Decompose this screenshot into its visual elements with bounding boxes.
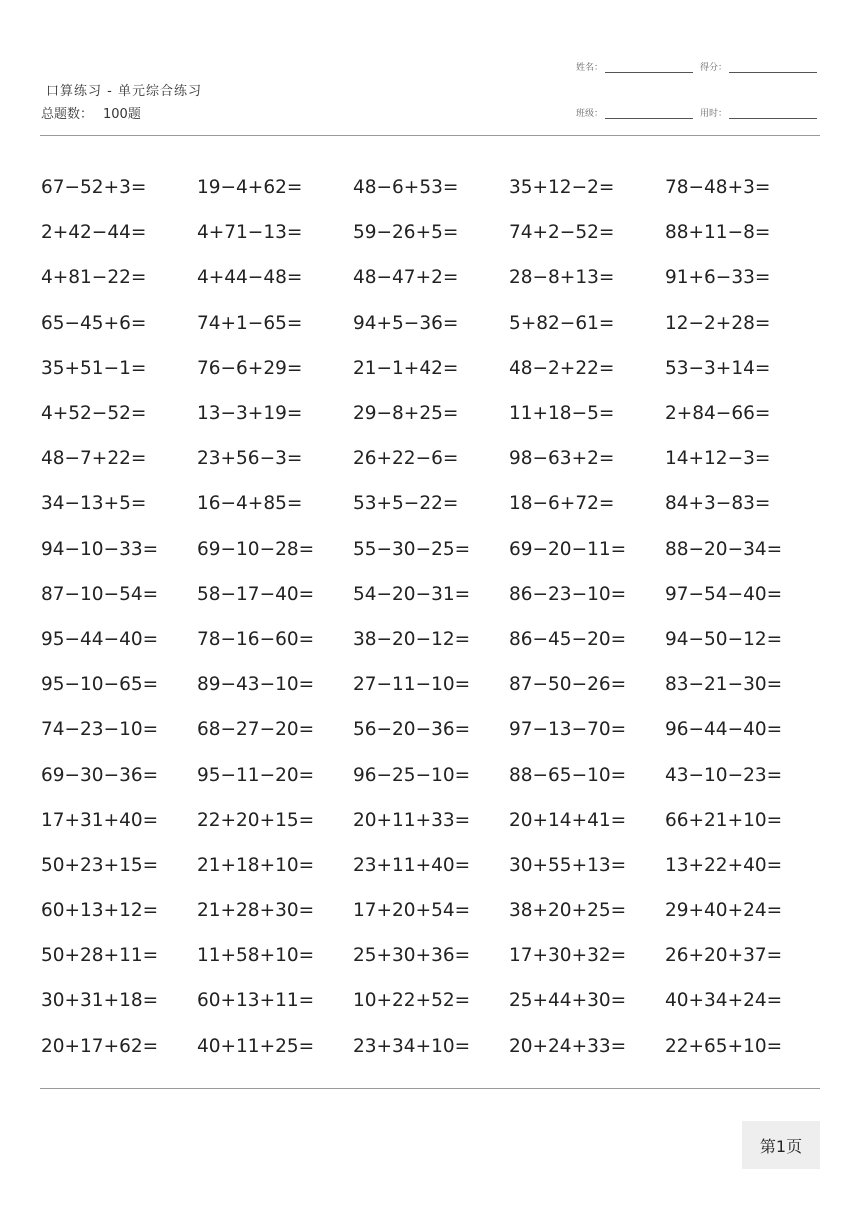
problem-item: 20+11+33= <box>353 809 471 831</box>
problem-row <box>41 617 821 662</box>
problem-item: 27−11−10= <box>353 674 471 696</box>
problem-item: 60+13+11= <box>197 990 315 1012</box>
problem-item: 87−50−26= <box>509 674 627 696</box>
problem-item: 30+55+13= <box>509 854 627 876</box>
problem-item: 38−20−12= <box>353 628 471 650</box>
problem-item: 66+21+10= <box>665 809 783 831</box>
problem-item: 40+34+24= <box>665 990 783 1012</box>
problem-item: 21+28+30= <box>197 900 315 922</box>
problem-item: 98−63+2= <box>509 448 615 470</box>
problem-item: 23+11+40= <box>353 854 471 876</box>
problem-item: 30+31+18= <box>41 990 159 1012</box>
problem-item: 48−2+22= <box>509 357 615 379</box>
problem-row <box>41 165 821 210</box>
problem-item: 69−20−11= <box>509 538 627 560</box>
problem-item: 67−52+3= <box>41 177 147 199</box>
problem-item: 50+23+15= <box>41 854 159 876</box>
problem-item: 53−3+14= <box>665 357 771 379</box>
problem-item: 84+3−83= <box>665 493 771 515</box>
problem-item: 38+20+25= <box>509 900 627 922</box>
problem-item: 11+58+10= <box>197 945 315 967</box>
problem-row <box>41 1024 821 1069</box>
problem-item: 4+52−52= <box>41 403 147 425</box>
problem-row <box>41 752 821 797</box>
problem-item: 10+22+52= <box>353 990 471 1012</box>
problem-item: 26+22−6= <box>353 448 459 470</box>
total-count-label: 总题数： <box>41 107 94 122</box>
problem-item: 14+12−3= <box>665 448 771 470</box>
problem-item: 69−10−28= <box>197 538 315 560</box>
problem-item: 56−20−36= <box>353 719 471 741</box>
class-label: 班级： <box>576 109 604 119</box>
score-label: 得分： <box>700 63 728 73</box>
problem-item: 17+31+40= <box>41 809 159 831</box>
problem-item: 21+18+10= <box>197 854 315 876</box>
problem-item: 96−25−10= <box>353 764 471 786</box>
problem-row <box>41 391 821 436</box>
problem-item: 86−45−20= <box>509 628 627 650</box>
problem-grid <box>41 165 821 1069</box>
page-indicator: 第1页 <box>742 1121 820 1169</box>
problem-item: 29−8+25= <box>353 403 459 425</box>
problem-item: 54−20−31= <box>353 583 471 605</box>
name-field[interactable] <box>576 60 693 73</box>
problem-item: 43−10−23= <box>665 764 783 786</box>
problem-item: 95−44−40= <box>41 628 159 650</box>
problem-item: 50+28+11= <box>41 945 159 967</box>
problem-item: 58−17−40= <box>197 583 315 605</box>
problem-item: 16−4+85= <box>197 493 303 515</box>
time-label: 用时： <box>700 109 728 119</box>
problem-row <box>41 436 821 481</box>
problem-item: 48−47+2= <box>353 267 459 289</box>
problem-row <box>41 301 821 346</box>
problem-item: 12−2+28= <box>665 312 771 334</box>
problem-item: 97−13−70= <box>509 719 627 741</box>
problem-item: 59−26+5= <box>353 222 459 244</box>
problem-item: 25+30+36= <box>353 945 471 967</box>
problem-item: 25+44+30= <box>509 990 627 1012</box>
problem-item: 97−54−40= <box>665 583 783 605</box>
class-field[interactable] <box>576 106 693 119</box>
problem-item: 29+40+24= <box>665 900 783 922</box>
problem-item: 94−50−12= <box>665 628 783 650</box>
problem-item: 94−10−33= <box>41 538 159 560</box>
problem-item: 48−7+22= <box>41 448 147 470</box>
problem-item: 88+11−8= <box>665 222 771 244</box>
problem-item: 5+82−61= <box>509 312 615 334</box>
problem-item: 4+81−22= <box>41 267 147 289</box>
problem-item: 11+18−5= <box>509 403 615 425</box>
problem-item: 35+12−2= <box>509 177 615 199</box>
problem-item: 34−13+5= <box>41 493 147 515</box>
time-blank[interactable] <box>729 108 817 119</box>
problem-item: 68−27−20= <box>197 719 315 741</box>
problem-item: 69−30−36= <box>41 764 159 786</box>
problem-item: 60+13+12= <box>41 900 159 922</box>
problem-item: 20+14+41= <box>509 809 627 831</box>
problem-row <box>41 843 821 888</box>
problem-row <box>41 933 821 978</box>
problem-item: 76−6+29= <box>197 357 303 379</box>
problem-row <box>41 346 821 391</box>
problem-item: 22+20+15= <box>197 809 315 831</box>
footer-divider <box>40 1088 820 1089</box>
problem-item: 94+5−36= <box>353 312 459 334</box>
total-count-value: 100题 <box>103 107 141 122</box>
name-label: 姓名： <box>576 63 604 73</box>
problem-item: 18−6+72= <box>509 493 615 515</box>
problem-row <box>41 210 821 255</box>
problem-item: 74−23−10= <box>41 719 159 741</box>
problem-item: 19−4+62= <box>197 177 303 199</box>
problem-item: 95−10−65= <box>41 674 159 696</box>
problem-item: 78−48+3= <box>665 177 771 199</box>
problem-item: 2+42−44= <box>41 222 147 244</box>
problem-row <box>41 572 821 617</box>
problem-row <box>41 481 821 526</box>
problem-item: 95−11−20= <box>197 764 315 786</box>
class-blank[interactable] <box>605 108 693 119</box>
problem-item: 23+56−3= <box>197 448 303 470</box>
problem-item: 28−8+13= <box>509 267 615 289</box>
problem-item: 17+20+54= <box>353 900 471 922</box>
problem-item: 74+2−52= <box>509 222 615 244</box>
problem-item: 13−3+19= <box>197 403 303 425</box>
problem-item: 74+1−65= <box>197 312 303 334</box>
problem-item: 26+20+37= <box>665 945 783 967</box>
score-blank[interactable] <box>729 62 817 73</box>
problem-item: 65−45+6= <box>41 312 147 334</box>
problem-item: 4+44−48= <box>197 267 303 289</box>
problem-item: 83−21−30= <box>665 674 783 696</box>
problem-item: 40+11+25= <box>197 1035 315 1057</box>
problem-item: 53+5−22= <box>353 493 459 515</box>
problem-item: 78−16−60= <box>197 628 315 650</box>
problem-item: 13+22+40= <box>665 854 783 876</box>
problem-item: 88−65−10= <box>509 764 627 786</box>
problem-row <box>41 707 821 752</box>
problem-row <box>41 662 821 707</box>
problem-item: 23+34+10= <box>353 1035 471 1057</box>
problem-row <box>41 978 821 1023</box>
problem-item: 35+51−1= <box>41 357 147 379</box>
name-blank[interactable] <box>605 62 693 73</box>
problem-row <box>41 888 821 933</box>
problem-row <box>41 798 821 843</box>
score-field[interactable] <box>700 60 817 73</box>
problem-item: 17+30+32= <box>509 945 627 967</box>
problem-item: 86−23−10= <box>509 583 627 605</box>
problem-item: 96−44−40= <box>665 719 783 741</box>
problem-item: 91+6−33= <box>665 267 771 289</box>
problem-item: 22+65+10= <box>665 1035 783 1057</box>
problem-item: 87−10−54= <box>41 583 159 605</box>
problem-item: 2+84−66= <box>665 403 771 425</box>
problem-item: 20+24+33= <box>509 1035 627 1057</box>
worksheet-title: 口算练习 - 单元综合练习 <box>46 84 202 99</box>
header-divider <box>40 135 820 136</box>
problem-item: 20+17+62= <box>41 1035 159 1057</box>
problem-item: 21−1+42= <box>353 357 459 379</box>
problem-item: 89−43−10= <box>197 674 315 696</box>
problem-item: 4+71−13= <box>197 222 303 244</box>
problem-item: 88−20−34= <box>665 538 783 560</box>
total-count <box>41 103 141 122</box>
problem-row <box>41 527 821 572</box>
time-field[interactable] <box>700 106 817 119</box>
problem-item: 55−30−25= <box>353 538 471 560</box>
problem-item: 48−6+53= <box>353 177 459 199</box>
problem-row <box>41 255 821 300</box>
